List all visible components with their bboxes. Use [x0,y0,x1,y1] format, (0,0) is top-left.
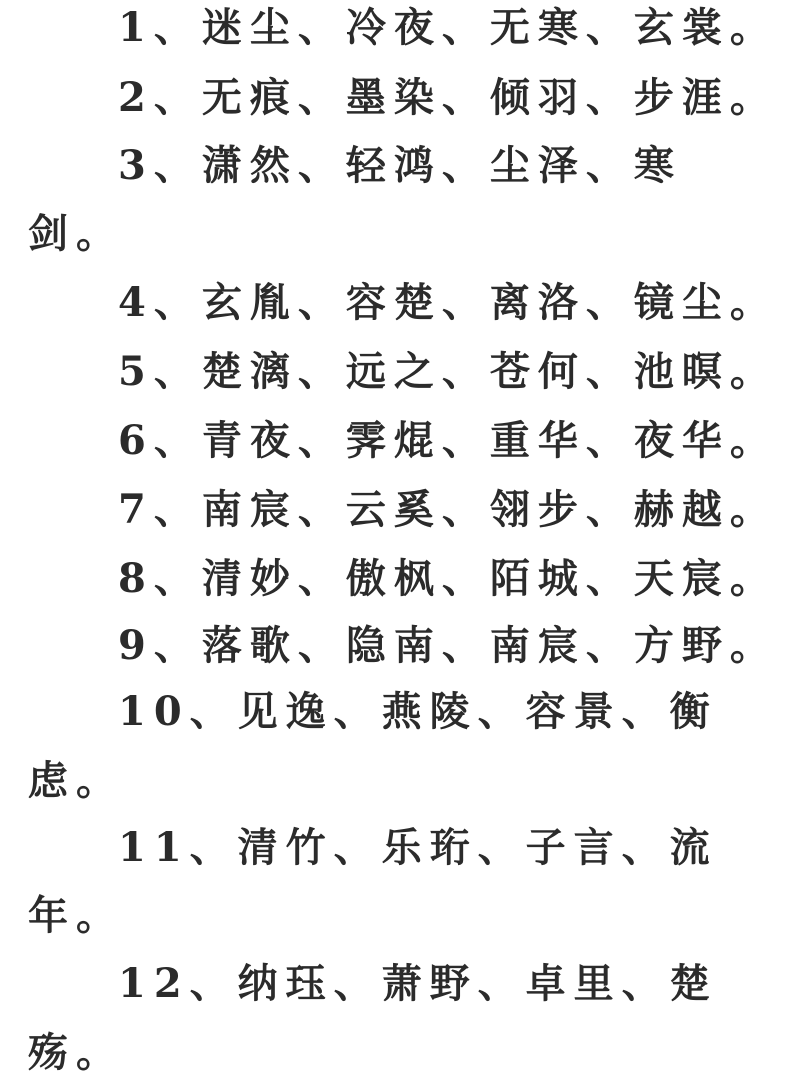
name-list-line-12: 12、纳珏、萧野、卓里、楚 [118,960,718,1007]
name-list-line-4: 4、玄胤、容楚、离洛、镜尘。 [118,279,778,326]
name-list-line-7: 7、南宸、云奚、翎步、赫越。 [118,486,778,533]
name-list-line-3: 3、潇然、轻鸿、尘泽、寒 [118,142,682,189]
name-list-line-6: 6、青夜、霁焜、重华、夜华。 [118,417,778,464]
name-list-line-11-continued: 年。 [28,892,124,939]
name-list-line-3-continued: 剑。 [28,210,124,257]
name-list-line-2: 2、无痕、墨染、倾羽、步涯。 [118,74,778,121]
name-list-line-11: 11、清竹、乐珩、子言、流 [118,824,718,871]
name-list-line-10: 10、见逸、燕陵、容景、衡 [118,688,718,735]
name-list-line-9: 9、落歌、隐南、南宸、方野。 [118,622,778,669]
name-list-line-1: 1、迷尘、冷夜、无寒、玄裳。 [118,4,778,51]
name-list-line-12-continued: 殇。 [28,1029,124,1076]
name-list-line-8: 8、清妙、傲枫、陌城、天宸。 [118,555,778,602]
name-list-line-5: 5、楚漓、远之、苍何、池暝。 [118,348,778,395]
name-list-line-10-continued: 虑。 [28,757,124,804]
